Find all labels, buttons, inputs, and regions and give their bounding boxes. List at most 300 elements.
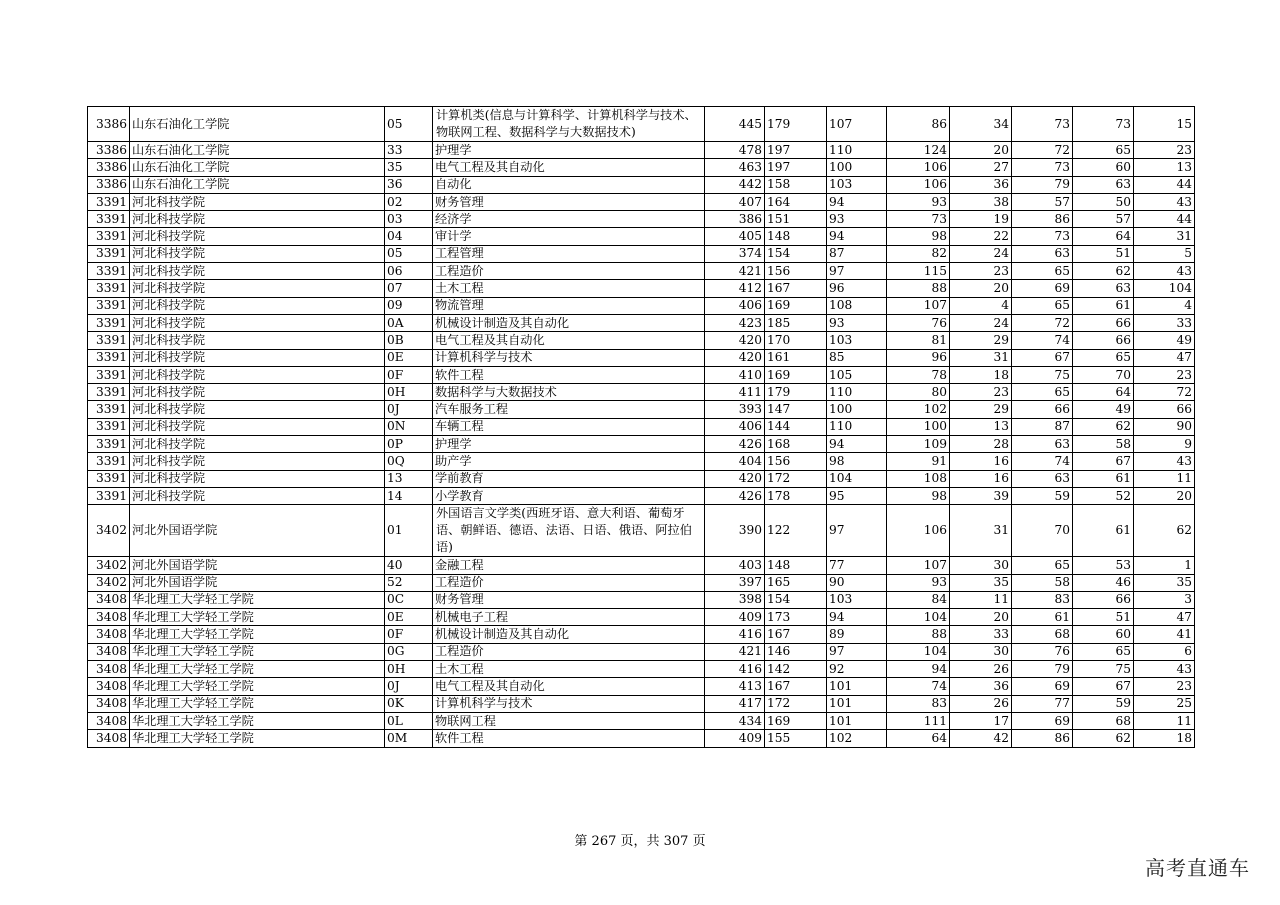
cell-score-rank: 15 xyxy=(1134,107,1195,142)
cell-school-code: 3408 xyxy=(88,643,130,660)
cell-score-math: 155 xyxy=(765,730,827,747)
cell-score-c3: 67 xyxy=(1073,453,1134,470)
cell-score-total: 413 xyxy=(705,678,765,695)
cell-score-english: 86 xyxy=(887,107,950,142)
cell-school-name: 华北理工大学轻工学院 xyxy=(130,643,385,660)
table-row xyxy=(88,297,1195,314)
cell-score-english: 91 xyxy=(887,453,950,470)
cell-score-total: 417 xyxy=(705,695,765,712)
cell-school-name: 华北理工大学轻工学院 xyxy=(130,730,385,747)
cell-score-total: 416 xyxy=(705,661,765,678)
cell-score-total: 393 xyxy=(705,401,765,418)
cell-school-code: 3386 xyxy=(88,159,130,176)
cell-major-name: 计算机类(信息与计算科学、计算机科学与技术、物联网工程、数据科学与大数据技术) xyxy=(433,107,705,142)
table-row xyxy=(88,228,1195,245)
cell-score-english: 73 xyxy=(887,211,950,228)
table-row xyxy=(88,263,1195,280)
cell-score-chinese: 96 xyxy=(827,280,887,297)
cell-score-total: 407 xyxy=(705,193,765,210)
cell-score-chinese: 93 xyxy=(827,314,887,331)
cell-score-c1: 16 xyxy=(950,453,1012,470)
cell-score-total: 411 xyxy=(705,384,765,401)
cell-score-total: 434 xyxy=(705,712,765,729)
cell-major-name: 金融工程 xyxy=(433,557,705,574)
cell-score-c2: 73 xyxy=(1012,107,1073,142)
cell-score-rank: 49 xyxy=(1134,332,1195,349)
cell-score-c1: 20 xyxy=(950,142,1012,159)
cell-score-math: 169 xyxy=(765,297,827,314)
cell-score-english: 76 xyxy=(887,314,950,331)
cell-major-code: 0E xyxy=(385,609,433,626)
cell-score-total: 426 xyxy=(705,487,765,504)
cell-major-name: 物流管理 xyxy=(433,297,705,314)
cell-score-total: 412 xyxy=(705,280,765,297)
cell-score-chinese: 94 xyxy=(827,228,887,245)
cell-score-chinese: 108 xyxy=(827,297,887,314)
table-row xyxy=(88,453,1195,470)
cell-score-c3: 73 xyxy=(1073,107,1134,142)
cell-major-name: 计算机科学与技术 xyxy=(433,349,705,366)
cell-score-total: 405 xyxy=(705,228,765,245)
cell-major-code: 0F xyxy=(385,626,433,643)
cell-major-code: 0Q xyxy=(385,453,433,470)
table-row xyxy=(88,280,1195,297)
cell-school-code: 3391 xyxy=(88,401,130,418)
cell-score-chinese: 101 xyxy=(827,678,887,695)
cell-score-rank: 4 xyxy=(1134,297,1195,314)
cell-school-code: 3386 xyxy=(88,176,130,193)
cell-school-name: 山东石油化工学院 xyxy=(130,176,385,193)
cell-score-chinese: 103 xyxy=(827,591,887,608)
cell-score-c3: 51 xyxy=(1073,245,1134,262)
cell-score-rank: 23 xyxy=(1134,678,1195,695)
cell-score-total: 397 xyxy=(705,574,765,591)
cell-score-math: 154 xyxy=(765,591,827,608)
cell-score-english: 82 xyxy=(887,245,950,262)
cell-score-rank: 43 xyxy=(1134,453,1195,470)
cell-school-name: 华北理工大学轻工学院 xyxy=(130,678,385,695)
cell-major-name: 电气工程及其自动化 xyxy=(433,678,705,695)
cell-score-c1: 38 xyxy=(950,193,1012,210)
cell-score-c1: 20 xyxy=(950,609,1012,626)
cell-major-code: 05 xyxy=(385,107,433,142)
cell-major-code: 0C xyxy=(385,591,433,608)
cell-score-english: 109 xyxy=(887,436,950,453)
cell-score-c3: 62 xyxy=(1073,263,1134,280)
cell-score-c3: 75 xyxy=(1073,661,1134,678)
cell-school-code: 3386 xyxy=(88,142,130,159)
cell-score-english: 83 xyxy=(887,695,950,712)
cell-score-total: 423 xyxy=(705,314,765,331)
cell-score-english: 100 xyxy=(887,418,950,435)
cell-score-c3: 63 xyxy=(1073,280,1134,297)
cell-score-rank: 47 xyxy=(1134,609,1195,626)
cell-score-chinese: 101 xyxy=(827,695,887,712)
cell-score-c1: 18 xyxy=(950,366,1012,383)
cell-major-code: 52 xyxy=(385,574,433,591)
cell-school-code: 3402 xyxy=(88,574,130,591)
table-row xyxy=(88,505,1195,557)
cell-score-chinese: 103 xyxy=(827,176,887,193)
cell-school-name: 河北科技学院 xyxy=(130,470,385,487)
cell-score-c1: 29 xyxy=(950,332,1012,349)
cell-major-name: 土木工程 xyxy=(433,661,705,678)
table-row xyxy=(88,557,1195,574)
cell-score-c1: 29 xyxy=(950,401,1012,418)
cell-score-english: 93 xyxy=(887,193,950,210)
cell-score-total: 390 xyxy=(705,505,765,557)
cell-score-c1: 13 xyxy=(950,418,1012,435)
cell-score-c3: 52 xyxy=(1073,487,1134,504)
cell-major-code: 40 xyxy=(385,557,433,574)
cell-school-code: 3402 xyxy=(88,505,130,557)
table-row xyxy=(88,176,1195,193)
cell-score-c2: 79 xyxy=(1012,176,1073,193)
cell-school-code: 3391 xyxy=(88,366,130,383)
cell-score-c3: 66 xyxy=(1073,332,1134,349)
cell-score-c1: 16 xyxy=(950,470,1012,487)
cell-major-name: 汽车服务工程 xyxy=(433,401,705,418)
cell-major-code: 05 xyxy=(385,245,433,262)
cell-major-name: 机械电子工程 xyxy=(433,609,705,626)
cell-school-name: 河北外国语学院 xyxy=(130,557,385,574)
cell-score-rank: 3 xyxy=(1134,591,1195,608)
cell-major-name: 工程管理 xyxy=(433,245,705,262)
cell-score-chinese: 85 xyxy=(827,349,887,366)
cell-score-rank: 90 xyxy=(1134,418,1195,435)
cell-score-c2: 72 xyxy=(1012,142,1073,159)
cell-score-math: 172 xyxy=(765,695,827,712)
cell-score-c1: 34 xyxy=(950,107,1012,142)
cell-school-name: 山东石油化工学院 xyxy=(130,159,385,176)
cell-major-name: 经济学 xyxy=(433,211,705,228)
cell-major-code: 35 xyxy=(385,159,433,176)
cell-score-rank: 35 xyxy=(1134,574,1195,591)
cell-score-c3: 64 xyxy=(1073,228,1134,245)
cell-score-c2: 58 xyxy=(1012,574,1073,591)
cell-score-c3: 46 xyxy=(1073,574,1134,591)
cell-score-chinese: 77 xyxy=(827,557,887,574)
cell-school-code: 3408 xyxy=(88,661,130,678)
cell-major-name: 学前教育 xyxy=(433,470,705,487)
cell-score-c3: 49 xyxy=(1073,401,1134,418)
table-row xyxy=(88,211,1195,228)
cell-score-chinese: 98 xyxy=(827,453,887,470)
cell-score-c2: 72 xyxy=(1012,314,1073,331)
cell-score-math: 156 xyxy=(765,453,827,470)
cell-score-c1: 35 xyxy=(950,574,1012,591)
cell-score-chinese: 89 xyxy=(827,626,887,643)
cell-major-code: 06 xyxy=(385,263,433,280)
cell-school-code: 3391 xyxy=(88,487,130,504)
cell-score-chinese: 90 xyxy=(827,574,887,591)
cell-major-name: 土木工程 xyxy=(433,280,705,297)
watermark-logo: 高考直通车 xyxy=(1145,856,1250,880)
cell-score-rank: 47 xyxy=(1134,349,1195,366)
table-row xyxy=(88,107,1195,142)
cell-score-math: 148 xyxy=(765,557,827,574)
cell-score-chinese: 94 xyxy=(827,193,887,210)
cell-score-c2: 65 xyxy=(1012,384,1073,401)
cell-score-total: 421 xyxy=(705,263,765,280)
cell-school-code: 3391 xyxy=(88,436,130,453)
cell-score-rank: 33 xyxy=(1134,314,1195,331)
cell-score-math: 142 xyxy=(765,661,827,678)
cell-score-chinese: 97 xyxy=(827,505,887,557)
cell-score-chinese: 92 xyxy=(827,661,887,678)
cell-score-total: 386 xyxy=(705,211,765,228)
cell-score-c1: 31 xyxy=(950,505,1012,557)
table-row xyxy=(88,401,1195,418)
cell-school-code: 3391 xyxy=(88,193,130,210)
cell-score-c2: 63 xyxy=(1012,436,1073,453)
cell-score-c2: 74 xyxy=(1012,332,1073,349)
cell-score-c1: 31 xyxy=(950,349,1012,366)
cell-score-c2: 87 xyxy=(1012,418,1073,435)
cell-score-chinese: 100 xyxy=(827,159,887,176)
cell-major-code: 0J xyxy=(385,401,433,418)
cell-school-name: 河北外国语学院 xyxy=(130,505,385,557)
cell-score-english: 106 xyxy=(887,176,950,193)
cell-major-name: 小学教育 xyxy=(433,487,705,504)
cell-score-c1: 27 xyxy=(950,159,1012,176)
table-row xyxy=(88,730,1195,747)
cell-score-math: 197 xyxy=(765,159,827,176)
cell-score-chinese: 110 xyxy=(827,384,887,401)
cell-score-c3: 65 xyxy=(1073,643,1134,660)
cell-score-rank: 104 xyxy=(1134,280,1195,297)
cell-school-name: 山东石油化工学院 xyxy=(130,107,385,142)
cell-score-total: 403 xyxy=(705,557,765,574)
cell-score-c2: 65 xyxy=(1012,297,1073,314)
cell-score-math: 167 xyxy=(765,280,827,297)
cell-score-c3: 51 xyxy=(1073,609,1134,626)
cell-major-code: 14 xyxy=(385,487,433,504)
table-row xyxy=(88,712,1195,729)
cell-school-code: 3391 xyxy=(88,228,130,245)
cell-score-total: 374 xyxy=(705,245,765,262)
cell-school-name: 华北理工大学轻工学院 xyxy=(130,626,385,643)
cell-score-total: 442 xyxy=(705,176,765,193)
cell-score-c1: 23 xyxy=(950,384,1012,401)
cell-score-rank: 6 xyxy=(1134,643,1195,660)
cell-score-english: 108 xyxy=(887,470,950,487)
cell-score-english: 107 xyxy=(887,557,950,574)
cell-score-english: 98 xyxy=(887,228,950,245)
cell-score-c3: 65 xyxy=(1073,142,1134,159)
cell-major-code: 0A xyxy=(385,314,433,331)
cell-score-chinese: 87 xyxy=(827,245,887,262)
cell-major-code: 0K xyxy=(385,695,433,712)
cell-score-rank: 1 xyxy=(1134,557,1195,574)
cell-score-math: 172 xyxy=(765,470,827,487)
cell-score-c2: 66 xyxy=(1012,401,1073,418)
cell-major-name: 软件工程 xyxy=(433,730,705,747)
cell-major-name: 护理学 xyxy=(433,436,705,453)
cell-score-c3: 67 xyxy=(1073,678,1134,695)
cell-score-c1: 28 xyxy=(950,436,1012,453)
cell-score-math: 168 xyxy=(765,436,827,453)
cell-major-name: 工程造价 xyxy=(433,574,705,591)
cell-score-total: 426 xyxy=(705,436,765,453)
cell-score-total: 398 xyxy=(705,591,765,608)
cell-major-name: 外国语言文学类(西班牙语、意大利语、葡萄牙语、朝鲜语、德语、法语、日语、俄语、阿拉伯语) xyxy=(433,505,705,557)
table-row xyxy=(88,436,1195,453)
cell-major-code: 0G xyxy=(385,643,433,660)
cell-score-chinese: 107 xyxy=(827,107,887,142)
table-row xyxy=(88,591,1195,608)
cell-score-english: 104 xyxy=(887,609,950,626)
cell-score-math: 173 xyxy=(765,609,827,626)
cell-score-c2: 77 xyxy=(1012,695,1073,712)
cell-score-rank: 72 xyxy=(1134,384,1195,401)
cell-score-rank: 13 xyxy=(1134,159,1195,176)
cell-school-code: 3402 xyxy=(88,557,130,574)
cell-score-c1: 22 xyxy=(950,228,1012,245)
cell-score-rank: 44 xyxy=(1134,176,1195,193)
cell-school-code: 3391 xyxy=(88,470,130,487)
cell-score-math: 169 xyxy=(765,366,827,383)
table-row xyxy=(88,384,1195,401)
cell-school-name: 河北科技学院 xyxy=(130,297,385,314)
cell-score-total: 406 xyxy=(705,418,765,435)
table-row xyxy=(88,314,1195,331)
cell-major-code: 0H xyxy=(385,661,433,678)
cell-score-math: 169 xyxy=(765,712,827,729)
cell-score-english: 96 xyxy=(887,349,950,366)
cell-score-chinese: 101 xyxy=(827,712,887,729)
cell-score-rank: 23 xyxy=(1134,142,1195,159)
cell-score-total: 421 xyxy=(705,643,765,660)
cell-score-total: 406 xyxy=(705,297,765,314)
cell-school-code: 3408 xyxy=(88,712,130,729)
cell-score-rank: 9 xyxy=(1134,436,1195,453)
cell-major-code: 0B xyxy=(385,332,433,349)
cell-score-english: 64 xyxy=(887,730,950,747)
cell-score-total: 404 xyxy=(705,453,765,470)
cell-major-code: 36 xyxy=(385,176,433,193)
cell-score-c2: 70 xyxy=(1012,505,1073,557)
cell-score-c2: 65 xyxy=(1012,557,1073,574)
cell-score-chinese: 102 xyxy=(827,730,887,747)
cell-school-name: 华北理工大学轻工学院 xyxy=(130,609,385,626)
cell-school-code: 3408 xyxy=(88,730,130,747)
table-row xyxy=(88,470,1195,487)
cell-major-code: 01 xyxy=(385,505,433,557)
cell-major-name: 数据科学与大数据技术 xyxy=(433,384,705,401)
cell-major-name: 助产学 xyxy=(433,453,705,470)
cell-score-total: 409 xyxy=(705,609,765,626)
cell-score-c1: 26 xyxy=(950,695,1012,712)
cell-score-math: 179 xyxy=(765,107,827,142)
cell-score-c2: 73 xyxy=(1012,159,1073,176)
cell-score-c1: 17 xyxy=(950,712,1012,729)
cell-school-name: 河北科技学院 xyxy=(130,366,385,383)
cell-major-name: 机械设计制造及其自动化 xyxy=(433,314,705,331)
cell-score-c2: 83 xyxy=(1012,591,1073,608)
cell-score-c3: 61 xyxy=(1073,505,1134,557)
cell-school-name: 河北科技学院 xyxy=(130,453,385,470)
cell-score-english: 80 xyxy=(887,384,950,401)
cell-score-math: 179 xyxy=(765,384,827,401)
cell-major-code: 0N xyxy=(385,418,433,435)
cell-score-c3: 60 xyxy=(1073,159,1134,176)
cell-major-code: 0L xyxy=(385,712,433,729)
cell-major-code: 33 xyxy=(385,142,433,159)
cell-score-chinese: 103 xyxy=(827,332,887,349)
table-row xyxy=(88,366,1195,383)
cell-major-code: 07 xyxy=(385,280,433,297)
cell-score-c1: 26 xyxy=(950,661,1012,678)
cell-major-code: 03 xyxy=(385,211,433,228)
table-row xyxy=(88,142,1195,159)
cell-school-code: 3391 xyxy=(88,418,130,435)
cell-score-c2: 61 xyxy=(1012,609,1073,626)
cell-major-code: 0H xyxy=(385,384,433,401)
cell-score-math: 148 xyxy=(765,228,827,245)
cell-score-c1: 11 xyxy=(950,591,1012,608)
cell-score-total: 420 xyxy=(705,349,765,366)
cell-major-code: 09 xyxy=(385,297,433,314)
cell-score-total: 445 xyxy=(705,107,765,142)
cell-score-c3: 68 xyxy=(1073,712,1134,729)
cell-major-code: 04 xyxy=(385,228,433,245)
cell-score-c3: 65 xyxy=(1073,349,1134,366)
cell-score-math: 197 xyxy=(765,142,827,159)
cell-score-english: 104 xyxy=(887,643,950,660)
cell-school-name: 河北科技学院 xyxy=(130,245,385,262)
cell-score-c1: 33 xyxy=(950,626,1012,643)
cell-score-rank: 18 xyxy=(1134,730,1195,747)
cell-score-c3: 61 xyxy=(1073,470,1134,487)
cell-school-code: 3408 xyxy=(88,695,130,712)
cell-school-name: 河北科技学院 xyxy=(130,436,385,453)
cell-score-english: 111 xyxy=(887,712,950,729)
cell-score-chinese: 100 xyxy=(827,401,887,418)
cell-score-english: 88 xyxy=(887,280,950,297)
cell-score-c2: 69 xyxy=(1012,678,1073,695)
cell-school-name: 河北科技学院 xyxy=(130,332,385,349)
cell-score-c2: 76 xyxy=(1012,643,1073,660)
cell-score-math: 161 xyxy=(765,349,827,366)
cell-score-english: 94 xyxy=(887,661,950,678)
cell-score-rank: 43 xyxy=(1134,661,1195,678)
cell-school-name: 河北外国语学院 xyxy=(130,574,385,591)
table-row xyxy=(88,661,1195,678)
cell-score-c3: 66 xyxy=(1073,314,1134,331)
cell-score-english: 102 xyxy=(887,401,950,418)
table-row xyxy=(88,626,1195,643)
cell-school-name: 河北科技学院 xyxy=(130,384,385,401)
cell-score-math: 146 xyxy=(765,643,827,660)
cell-school-code: 3408 xyxy=(88,626,130,643)
cell-major-name: 财务管理 xyxy=(433,591,705,608)
cell-score-c1: 4 xyxy=(950,297,1012,314)
cell-score-chinese: 93 xyxy=(827,211,887,228)
cell-score-c3: 66 xyxy=(1073,591,1134,608)
cell-score-english: 98 xyxy=(887,487,950,504)
cell-score-c3: 62 xyxy=(1073,730,1134,747)
cell-score-c1: 30 xyxy=(950,557,1012,574)
cell-score-chinese: 94 xyxy=(827,436,887,453)
cell-school-code: 3391 xyxy=(88,263,130,280)
cell-score-c2: 73 xyxy=(1012,228,1073,245)
cell-score-c1: 36 xyxy=(950,176,1012,193)
cell-score-total: 409 xyxy=(705,730,765,747)
cell-score-c2: 68 xyxy=(1012,626,1073,643)
cell-score-rank: 11 xyxy=(1134,470,1195,487)
cell-score-rank: 5 xyxy=(1134,245,1195,262)
